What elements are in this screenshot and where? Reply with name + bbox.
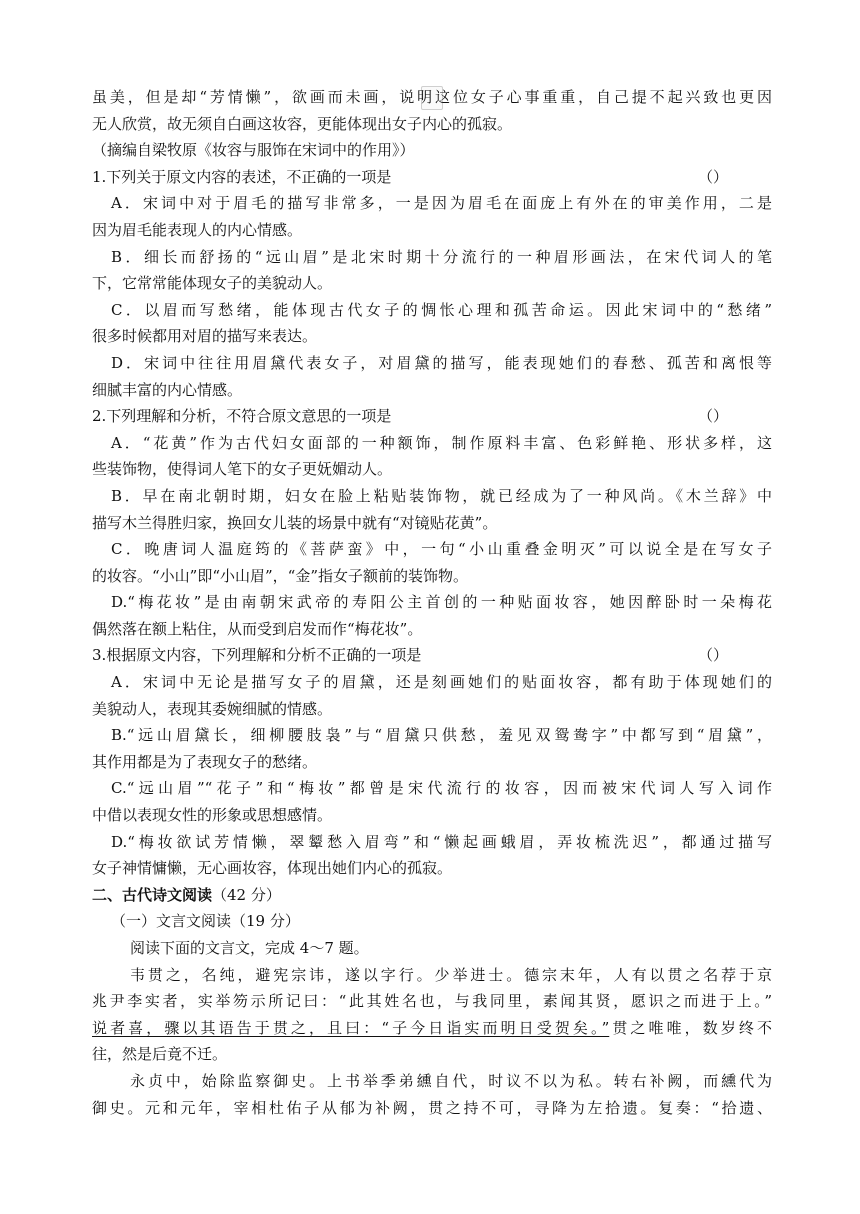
option-line: D.“梅花妆”是由南朝宋武帝的寿阳公主首创的一种贴面妆容，她因醉卧时一朵梅花 xyxy=(111,593,772,612)
option-line: 女子神情慵懒，无心画妆容，体现出她们内心的孤寂。 xyxy=(92,859,453,878)
document-body xyxy=(92,84,772,1121)
option-line: 偶然落在额上粘住，从而受到启发而作“梅花妆”。 xyxy=(92,619,423,638)
option-line: A．“花黄”作为古代妇女面部的一种额饰，制作原料丰富、色彩鲜艳、形状多样，这 xyxy=(111,433,772,452)
question-1-stem: 1.下列关于原文内容的表述，不正确的一项是 xyxy=(92,167,392,186)
subsection-heading: （一）文言文阅读（19 分） xyxy=(111,912,300,931)
question-3-stem: 3.根据原文内容，下列理解和分析不正确的一项是 xyxy=(92,646,422,665)
option-line: C.“远山眉”“花子”和“梅妆”都曾是宋代流行的妆容，因而被宋代词人写入词作 xyxy=(111,779,772,798)
option-line: C．晚唐词人温庭筠的《菩萨蛮》中，一句“小山重叠金明灭”可以说全是在写女子 xyxy=(111,540,772,559)
text-line: 虽美，但是却“芳情懒”，欲画而未画，说明这位女子心事重重，自己提不起兴致也更因 xyxy=(92,88,772,106)
option-line: 其作用都是为了表现女子的愁绪。 xyxy=(92,752,318,771)
passage-line: 往，然是后竟不迁。 xyxy=(92,1045,228,1064)
option-line: 描写木兰得胜归家，换回女儿装的场景中就有“对镜贴花黄”。 xyxy=(92,513,498,532)
question-2-stem: 2.下列理解和分析，不符合原文意思的一项是 xyxy=(92,407,392,426)
underlined-sentence: 说者喜，骤以其语告于贯之，且曰：“子今日诣实而明日受贺矣。” xyxy=(92,1018,610,1037)
text-line: 无人欣赏，故无须自白画这妆容，更能体现出女子内心的孤寂。 xyxy=(92,114,513,133)
option-line: D.“梅妆欲试芳情懒，翠颦愁入眉弯”和“懒起画蛾眉，弄妆梳洗迟”，都通过描写 xyxy=(111,832,772,851)
option-line: A．宋词中对于眉毛的描写非常多，一是因为眉毛在面庞上有外在的审美作用，二是 xyxy=(111,194,772,213)
question-1 xyxy=(92,164,772,191)
passage-line: 永贞中，始除监察御史。上书举季弟纁自代，时议不以为私。转右补阙，而纁代为 xyxy=(130,1071,772,1090)
passage-line: 御史。元和元年，宰相杜佑子从郁为补阙，贯之持不可，寻降为左拾遗。复奏：“拾遗、 xyxy=(92,1098,772,1117)
option-line: 美貌动人，表现其委婉细腻的情感。 xyxy=(92,699,333,718)
question-3 xyxy=(92,642,772,669)
passage-line xyxy=(92,1015,772,1042)
section-title: 二、古代诗文阅读 xyxy=(92,885,213,904)
option-line: 细腻丰富的内心情感。 xyxy=(92,380,243,399)
option-line: B．早在南北朝时期，妇女在脸上粘贴装饰物，就已经成为了一种风尚。《木兰辞》中 xyxy=(111,486,772,505)
option-line: 些装饰物，使得词人笔下的女子更妩媚动人。 xyxy=(92,460,393,479)
option-line: 的妆容。“小山”即“小山眉”，“金”指女子额前的装饰物。 xyxy=(92,566,469,585)
instruction: 阅读下面的文言文，完成 4～7 题。 xyxy=(130,939,369,957)
option-line: 下，它常常能体现女子的美貌动人。 xyxy=(92,274,333,293)
option-line: 很多时候都用对眉的描写来表达。 xyxy=(92,327,318,346)
passage-line: 兆尹李实者，实举笏示所记曰：“此其姓名也，与我同里，素闻其贤，愿识之而进于上。” xyxy=(92,992,772,1011)
option-line: B.“远山眉黛长，细柳腰肢袅”与“眉黛只供愁，羞见双鸳鸯字”中都写到“眉黛”， xyxy=(111,726,772,745)
section-heading xyxy=(92,882,772,909)
option-line: A．宋词中无论是描写女子的眉黛，还是刻画她们的贴面妆容，都有助于体现她们的 xyxy=(111,673,772,692)
option-line: D．宋词中往往用眉黛代表女子，对眉黛的描写，能表现她们的春愁、孤苦和离恨等 xyxy=(111,353,772,372)
section-score: （42 分） xyxy=(212,885,281,904)
option-line: C．以眉而写愁绪，能体现古代女子的惆怅心理和孤苦命运。因此宋词中的“愁绪” xyxy=(111,300,772,319)
passage-line: 韦贯之，名纯，避宪宗讳，遂以字行。少举进士。德宗末年，人有以贯之名荐于京 xyxy=(130,965,772,984)
answer-bracket: （） xyxy=(697,167,728,186)
answer-bracket: （） xyxy=(697,407,728,426)
passage-text: 贯之唯唯，数岁终不 xyxy=(609,1018,772,1037)
option-line: 中借以表现女性的形象或思想感情。 xyxy=(92,806,333,825)
option-line: B．细长而舒扬的“远山眉”是北宋时期十分流行的一种眉形画法，在宋代词人的笔 xyxy=(111,247,772,266)
source-citation: （摘编自梁牧原《妆容与服饰在宋词中的作用》） xyxy=(92,141,415,160)
question-2 xyxy=(92,403,772,430)
option-line: 因为眉毛能表现人的内心情感。 xyxy=(92,220,303,239)
answer-bracket: （） xyxy=(697,646,728,665)
